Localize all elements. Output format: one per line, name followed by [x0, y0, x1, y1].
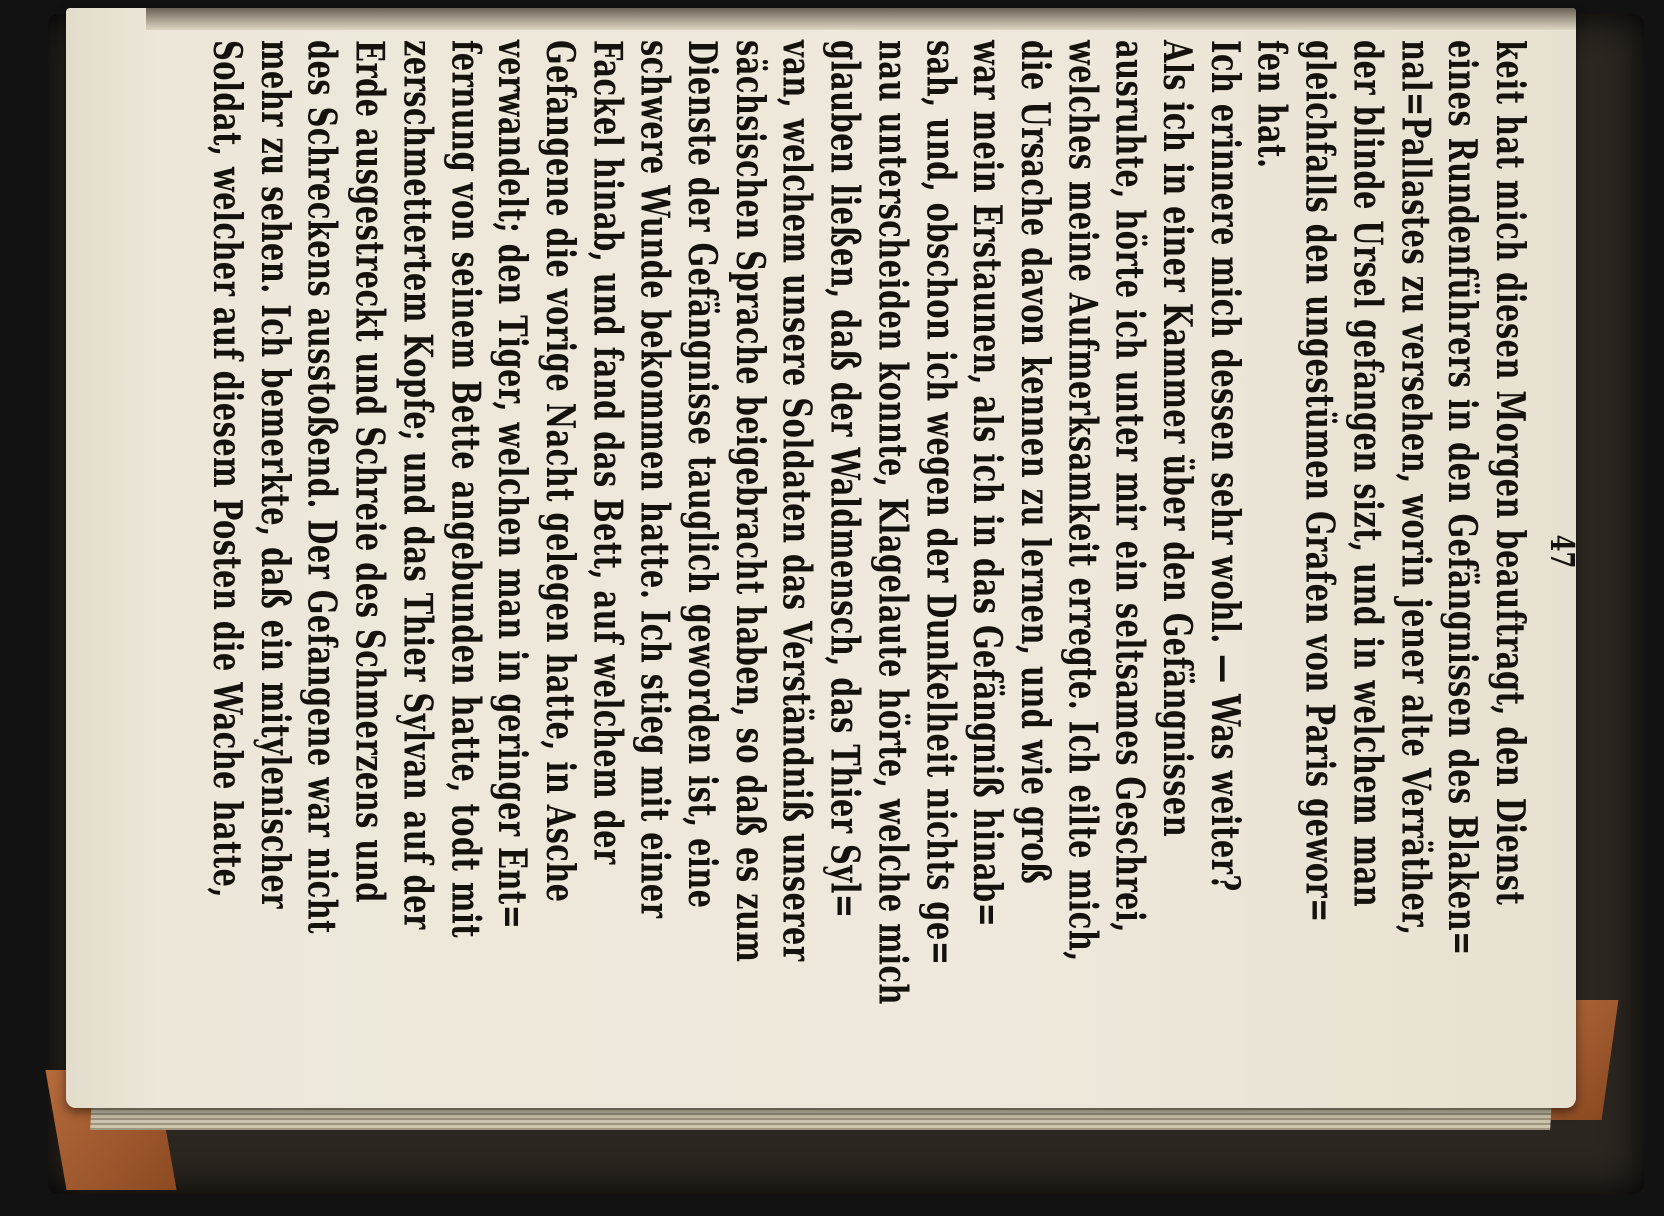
text-line: nau unterscheiden konnte, Klagelaute hörte, welche mich	[869, 40, 915, 1005]
text-line: Als ich in einer Kammer über den Gefängnissen	[1154, 40, 1200, 838]
text-line: Fackel hinab, und fand das Bett, auf welchem der	[584, 40, 630, 865]
text-line: glauben ließen, daß der Waldmensch, das Thier Syl=	[821, 40, 868, 919]
text-line: eines Rundenführers in den Gefängnissen des Blaken=	[1439, 40, 1485, 956]
text-line: sächsischen Sprache beigebracht haben, so daß es zum	[726, 40, 773, 963]
text-line: fernung von seinem Bette angebunden hatte, todt mit	[441, 40, 487, 939]
text-line: zerschmettertem Kopfe; und das Thier Sylvan auf der	[394, 40, 440, 930]
text-line: war mein Erstaunen, als ich in das Gefängniß hinab=	[964, 40, 1010, 928]
text-line: Gefangene die vorige Nacht gelegen hatte, in Asche	[536, 40, 583, 903]
text-line: gleichfalls den ungestümen Grafen von Paris gewor=	[1296, 40, 1343, 923]
text-line: des Schreckens ausstoßend. Der Gefangene war nicht	[299, 40, 345, 934]
text-line: der blinde Ursel gefangen sizt, und in welchem man	[1344, 40, 1390, 908]
text-line: fen hat.	[1249, 40, 1295, 169]
text-line: verwandelt; den Tiger, welchen man in geringer Ent=	[489, 40, 535, 930]
text-line: Ich erinnere mich dessen sehr wohl. — Was weiter?	[1201, 40, 1248, 892]
text-line: Erde ausgestreckt und Schreie des Schmerzens und	[346, 40, 392, 903]
text-lines	[202, 40, 1532, 1063]
text-line: schwere Wunde bekommen hatte. Ich stieg mit einer	[631, 40, 678, 919]
text-line: ausruhte, hörte ich unter mir ein seltsames Geschrei,	[1106, 40, 1153, 933]
text-line: Soldat, welcher auf diesem Posten die Wache hatte,	[204, 40, 250, 898]
text-line: nal=Pallastes zu versehen, worin jener alte Verräther,	[1391, 40, 1438, 936]
text-line: sah, und, obschon ich wegen der Dunkelheit nichts ge=	[916, 40, 963, 966]
text-line: Dienste der Gefängnisse tauglich geworden ist, eine	[679, 40, 725, 909]
page-text-block	[204, 40, 1580, 1063]
page-gutter-shadow	[146, 8, 1576, 30]
text-line: mehr zu sehen. Ich bemerkte, daß ein mitylenischer	[251, 40, 297, 909]
text-line: van, welchem unsere Soldaten das Verständniß unserer	[774, 40, 820, 962]
page-number: 47	[1542, 534, 1580, 569]
text-line: die Ursache davon kennen zu lernen, und wie groß	[1011, 40, 1058, 885]
text-line: welches meine Aufmerksamkeit erregte. Ich eilte mich,	[1059, 40, 1105, 962]
text-line: keit hat mich diesen Morgen beauftragt, den Dienst	[1486, 40, 1533, 906]
